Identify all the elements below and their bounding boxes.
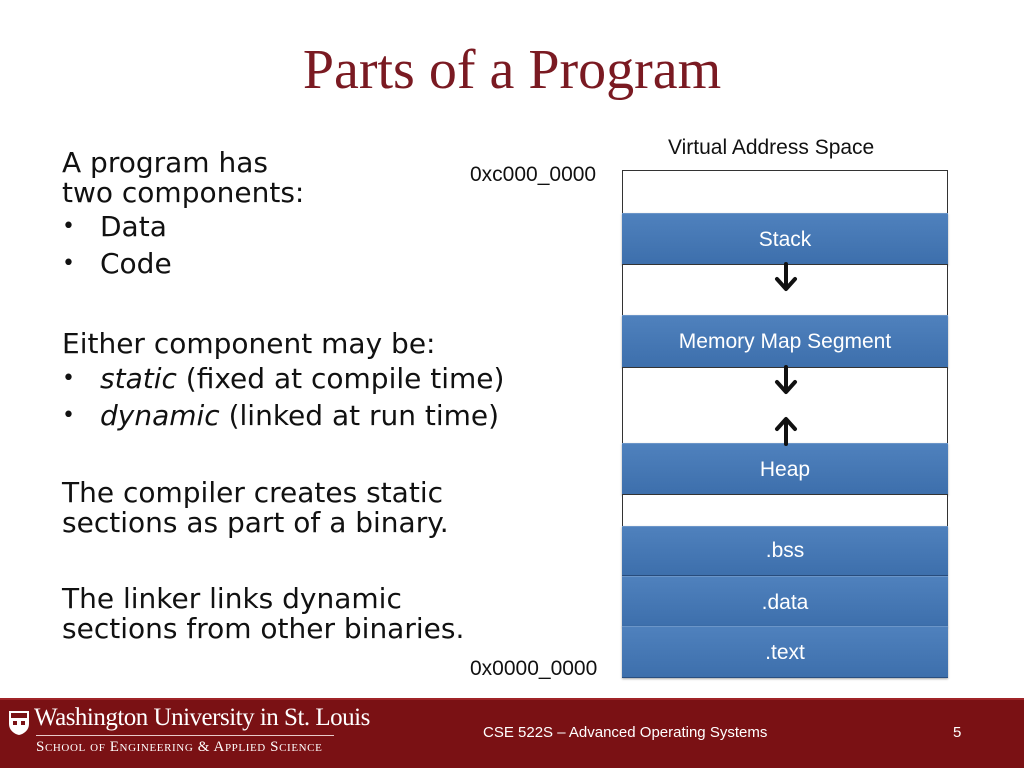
- linker-line-1: The linker links dynamic: [62, 582, 402, 615]
- data-segment: [622, 576, 948, 627]
- static-term: static: [100, 362, 177, 395]
- bullet-data: [62, 208, 304, 245]
- logo-divider: [36, 735, 334, 736]
- heap-grows-up-arrow-icon: [773, 416, 799, 446]
- university-shield-icon: [8, 710, 30, 736]
- bullet-code-label: Code: [100, 247, 172, 280]
- school-name: School of Engineering & Applied Science: [36, 739, 323, 755]
- heap-segment: [622, 443, 948, 495]
- mmap-label: Memory Map Segment: [678, 330, 892, 353]
- intro-line-1: A program has: [62, 146, 268, 179]
- slide-title: Parts of a Program: [302, 39, 722, 101]
- course-title: CSE 522S – Advanced Operating Systems: [483, 724, 768, 741]
- bullet-dot-icon: •: [62, 251, 75, 276]
- compiler-paragraph: [62, 478, 449, 538]
- diagram-title: Virtual Address Space: [668, 136, 875, 159]
- unused-region-top: [622, 170, 948, 214]
- gap-region: [622, 494, 948, 527]
- bullet-dot-icon: •: [62, 403, 75, 428]
- bullet-dot-icon: •: [62, 214, 75, 239]
- linker-paragraph: [62, 584, 464, 644]
- heap-label: Heap: [759, 458, 811, 481]
- component-types-block: [62, 328, 504, 434]
- linker-line-2: sections from other binaries.: [62, 612, 465, 645]
- data-label: .data: [761, 591, 809, 614]
- top-address-label: 0xc000_0000: [470, 163, 597, 186]
- bullet-static: [62, 360, 504, 397]
- text-segment: [622, 626, 948, 678]
- dynamic-desc: (linked at run time): [219, 399, 500, 432]
- bottom-address-label: 0x0000_0000: [470, 657, 598, 680]
- bullet-dot-icon: •: [62, 366, 75, 391]
- stack-label: Stack: [758, 228, 812, 251]
- intro-line-2: two components:: [62, 176, 305, 209]
- static-desc: (fixed at compile time): [176, 362, 505, 395]
- page-number: 5: [953, 724, 962, 741]
- mmap-grows-down-arrow-icon: [773, 365, 799, 395]
- bullet-data-label: Data: [100, 210, 167, 243]
- bullet-code: [62, 245, 304, 282]
- mmap-segment: [622, 315, 948, 368]
- component-types-heading: Either component may be:: [62, 327, 436, 360]
- stack-grows-down-arrow-icon: [773, 262, 799, 292]
- bullet-dynamic: [62, 397, 504, 434]
- bss-label: .bss: [765, 539, 805, 562]
- intro-block: [62, 148, 304, 282]
- footer-bar: [0, 700, 1024, 768]
- compiler-line-2: sections as part of a binary.: [62, 506, 449, 539]
- bss-segment: [622, 526, 948, 576]
- university-name: Washington University in St. Louis: [34, 704, 370, 731]
- dynamic-term: dynamic: [100, 399, 220, 432]
- stack-segment: [622, 213, 948, 265]
- text-label: .text: [765, 641, 805, 664]
- compiler-line-1: The compiler creates static: [62, 476, 443, 509]
